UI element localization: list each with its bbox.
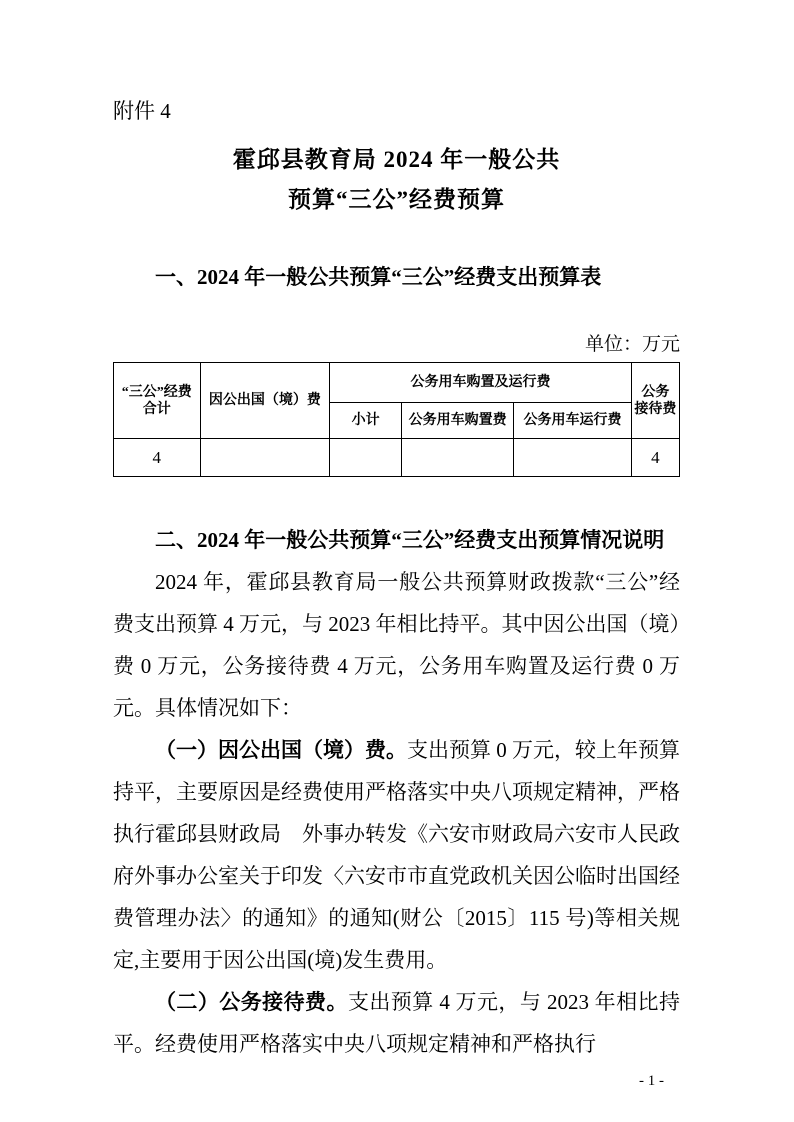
section-2-heading: 二、2024 年一般公共预算“三公”经费支出预算情况说明: [155, 528, 665, 552]
paragraph-2-body: 支出预算 0 万元，较上年预算持平，主要原因是经费使用严格落实中央八项规定精神，严格执行霍邱县财政局 外事办转发《六安市财政局六安市人民政府外事办公室关于印发〈六安市市直党政机关因公临时出国经费管理办法〉的通知》的通知(财公〔2015〕115 号)等相关规定,主要用于因公出国(境)发生费用。: [113, 738, 680, 972]
cell-reception-fee: 4: [631, 439, 679, 477]
header-reception-fee: [631, 363, 679, 439]
section-1-heading: 一、2024 年一般公共预算“三公”经费支出预算表: [155, 265, 602, 289]
header-vehicle-group: 公务用车购置及运行费: [330, 363, 632, 403]
unit-label: 单位：万元: [584, 334, 680, 355]
document-title: [113, 140, 680, 220]
paragraph-2: [113, 729, 680, 981]
paragraph-3-lead: （二）公务接待费。: [155, 990, 348, 1014]
document-title-line-1: 霍邱县教育局 2024 年一般公共: [232, 147, 561, 172]
header-reception-line-2: 接待费: [634, 401, 677, 417]
cell-abroad-fee: [200, 439, 330, 477]
cell-sangong-total: 4: [114, 439, 201, 477]
paragraph-3: [113, 981, 680, 1065]
header-vehicle-operation: 公务用车运行费: [514, 403, 632, 439]
page-number: - 1 -: [639, 1073, 664, 1089]
header-sangong-total: [114, 363, 201, 439]
header-vehicle-purchase: 公务用车购置费: [402, 403, 514, 439]
paragraph-1: 2024 年，霍邱县教育局一般公共预算财政拨款“三公”经费支出预算 4 万元，与 2023 年相比持平。其中因公出国（境）费 0 万元，公务接待费 4 万元，公务用车购置及运行费 0 万元。具体情况如下：: [113, 570, 680, 720]
cell-vehicle-purchase: [402, 439, 514, 477]
paragraph-3-body: 支出预算 4 万元，与 2023 年相比持平。经费使用严格落实中央八项规定精神和严格执行: [113, 990, 680, 1056]
table-data-row: [114, 439, 680, 477]
budget-table: [113, 362, 680, 477]
header-vehicle-subtotal: 小计: [330, 403, 402, 439]
attachment-label: 附件 4: [113, 99, 171, 123]
header-sangong-total-line-1: “三公”经费: [121, 384, 192, 400]
table-header-row-1: [114, 363, 680, 403]
cell-vehicle-operation: [514, 439, 632, 477]
paragraph-2-lead: （一）因公出国（境）费。: [155, 738, 407, 762]
header-abroad-fee: 因公出国（境）费: [200, 363, 330, 439]
header-reception-line-1: 公务: [641, 384, 670, 400]
cell-vehicle-subtotal: [330, 439, 402, 477]
header-sangong-total-line-2: 合计: [142, 401, 171, 417]
document-title-line-2: 预算“三公”经费预算: [288, 187, 505, 212]
